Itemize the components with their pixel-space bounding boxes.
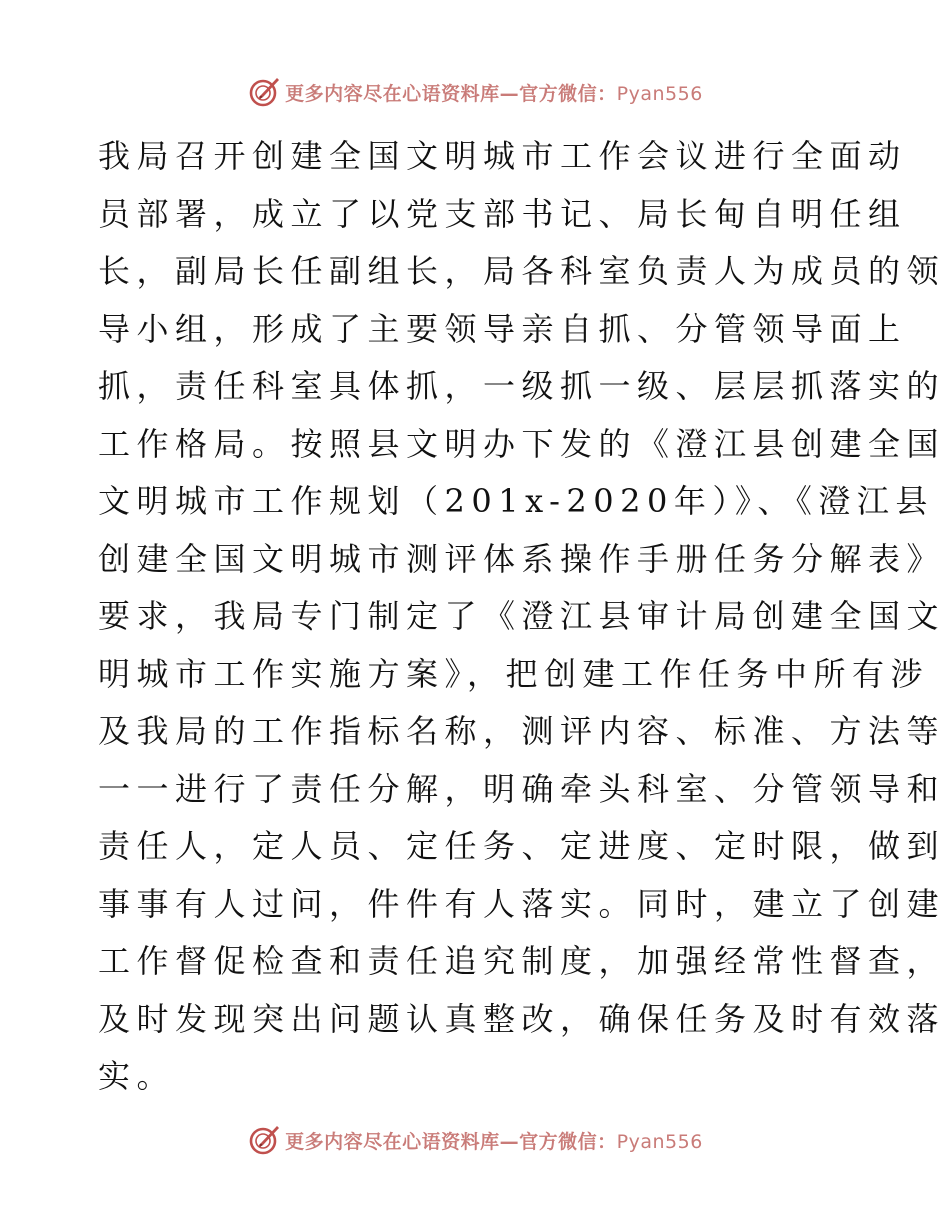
footer-banner <box>0 1120 950 1160</box>
body-line: 我局召开创建全国文明城市工作会议进行全面动 <box>98 137 907 175</box>
body-line: 及时发现突出问题认真整改，确保任务及时有效落 <box>98 999 946 1038</box>
body-line: 员部署，成立了以党支部书记、局长甸自明任组 <box>98 194 907 233</box>
header-banner-text <box>285 79 703 106</box>
header-banner <box>0 72 950 112</box>
body-line: 一一进行了责任分解，明确牵头科室、分管领导和 <box>98 769 946 808</box>
document-body <box>98 128 946 1106</box>
body-line: 抓，责任科室具体抓，一级抓一级、层层抓落实的 <box>98 367 946 405</box>
footer-banner-text <box>285 1127 703 1154</box>
footer-wechat-id: Pyan556 <box>616 1130 703 1153</box>
body-line: 实。 <box>98 1057 176 1095</box>
body-line: 事事有人过问，件件有人落实。同时，建立了创建 <box>98 884 946 923</box>
body-line: 导小组，形成了主要领导亲自抓、分管领导面上 <box>98 309 907 348</box>
body-line: 及我局的工作指标名称，测评内容、标准、方法等 <box>98 712 946 750</box>
body-line: 工作格局。按照县文明办下发的《澄江县创建全国 <box>98 424 946 463</box>
body-line: 长，副局长任副组长，局各科室负责人为成员的领 <box>98 252 946 290</box>
footer-banner-label: 更多内容尽在心语资料库—官方微信： <box>285 1130 617 1153</box>
quill-pen-logo-icon <box>247 75 281 109</box>
body-line: 工作督促检查和责任追究制度，加强经常性督查， <box>98 942 946 980</box>
quill-pen-logo-icon <box>247 1123 281 1157</box>
body-line: 创建全国文明城市测评体系操作手册任务分解表》 <box>98 539 946 578</box>
body-line: 要求，我局专门制定了《澄江县审计局创建全国文 <box>98 597 946 635</box>
header-banner-label: 更多内容尽在心语资料库—官方微信： <box>285 82 617 105</box>
body-line: 明城市工作实施方案》，把创建工作任务中所有涉 <box>98 654 930 693</box>
body-line: 文明城市工作规划（201x-2020年）》、《澄江县 <box>98 482 934 520</box>
header-wechat-id: Pyan556 <box>616 82 703 105</box>
body-line: 责任人，定人员、定任务、定进度、定时限，做到 <box>98 827 946 865</box>
